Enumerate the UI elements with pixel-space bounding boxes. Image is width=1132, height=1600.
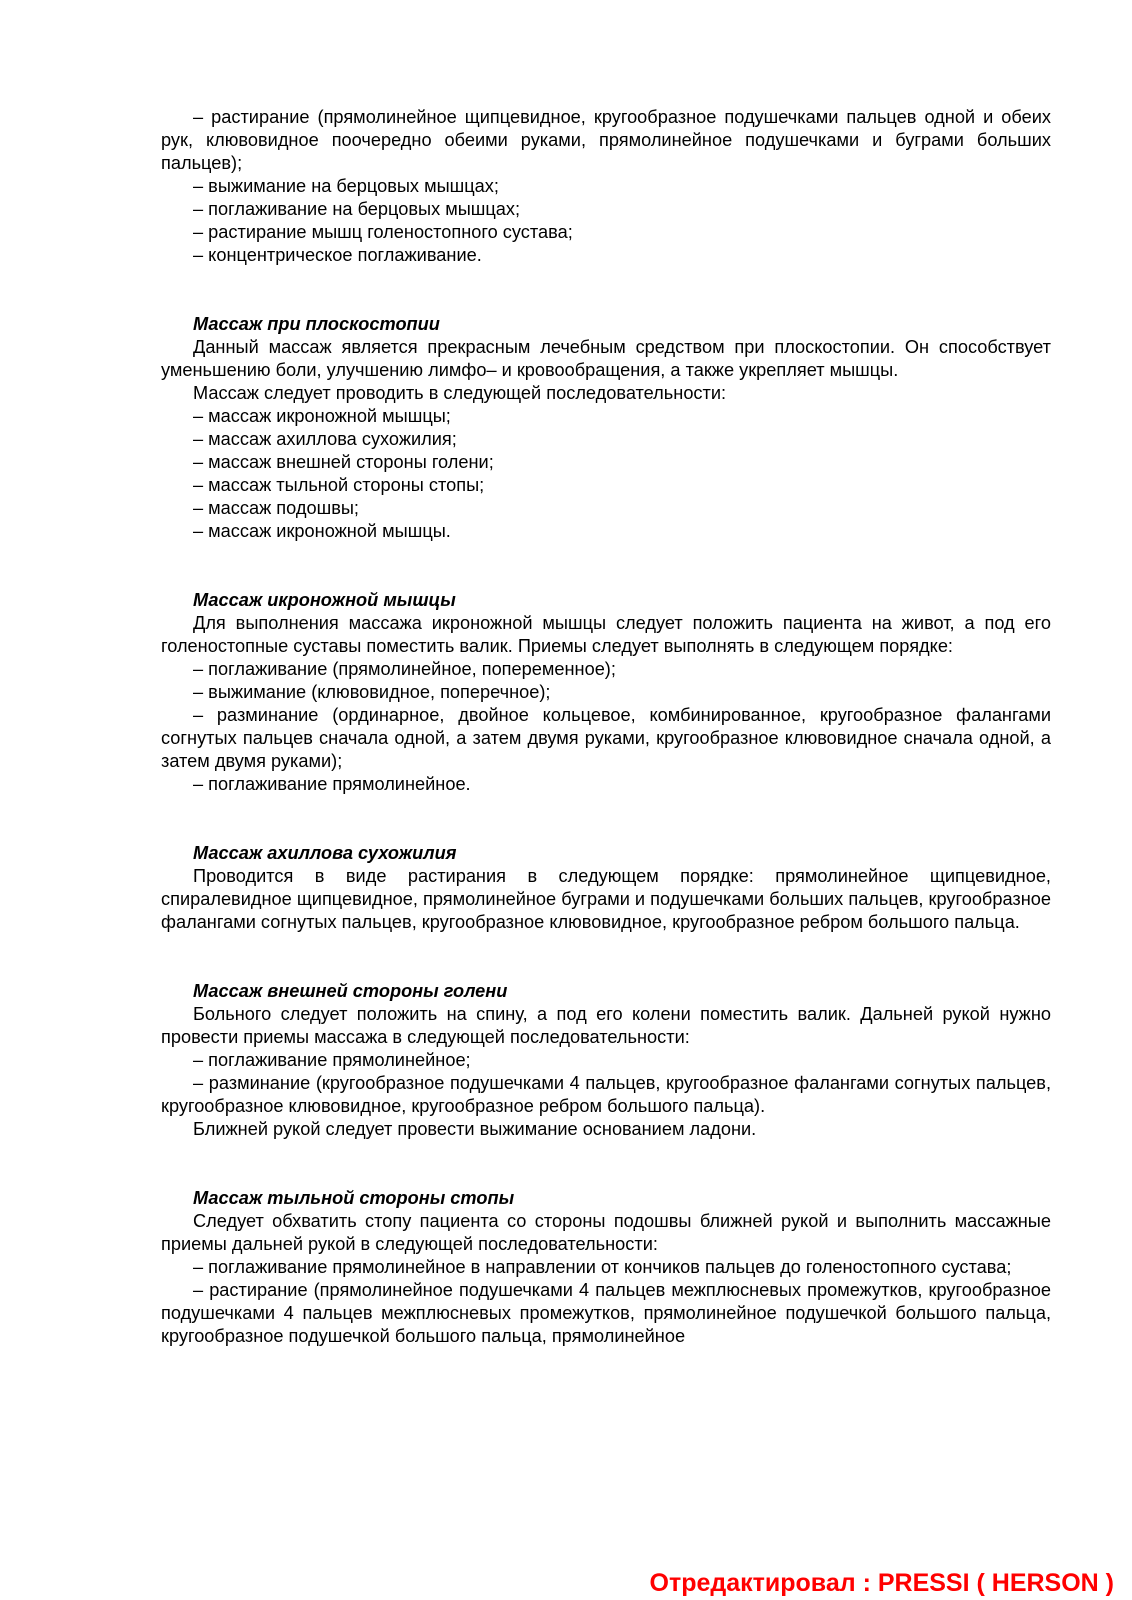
list-item: – поглаживание прямолинейное;	[193, 1050, 471, 1070]
paragraph: Проводится в виде растирания в следующем порядке: прямолинейное щипцевидное, спиралевидное щипцевидное, прямолинейное буграми и подушечками больших пальцев, кругообразное фалангами согнутых пальцев, кругообразное клювовидное, кругообразное ребром большого пальца.	[161, 866, 1051, 932]
list-item: – поглаживание на берцовых мышцах;	[193, 199, 521, 219]
list-item: – разминание (кругообразное подушечками 4 пальцев, кругообразное фалангами согнутых пальцев, кругообразное клювовидное, кругообразное ребром большого пальца).	[161, 1073, 1051, 1116]
section-heading-calf: Массаж икроножной мышцы	[193, 590, 456, 610]
section-heading-foot-back: Массаж тыльной стороны стопы	[193, 1188, 515, 1208]
paragraph: Данный массаж является прекрасным лечебным средством при плоскостопии. Он способствует уменьшению боли, улучшению лимфо– и кровообращения, а также укрепляет мышцы.	[161, 337, 1051, 380]
list-item: – выжимание на берцовых мышцах;	[193, 176, 499, 196]
list-item: – массаж ахиллова сухожилия;	[193, 429, 457, 449]
list-item: – массаж подошвы;	[193, 498, 359, 518]
paragraph: Для выполнения массажа икроножной мышцы следует положить пациента на живот, а под его голеностопные суставы поместить валик. Приемы следует выполнять в следующем порядке:	[161, 613, 1051, 656]
paragraph: Массаж следует проводить в следующей последовательности:	[193, 383, 727, 403]
document-page	[161, 106, 1051, 1348]
paragraph: Больного следует положить на спину, а под его колени поместить валик. Дальней рукой нужно провести приемы массажа в следующей последовательности:	[161, 1004, 1051, 1047]
editor-footer: Отредактировал : PRESSI ( HERSON )	[649, 1569, 1114, 1597]
list-item: – растирание (прямолинейное подушечками 4 пальцев межплюсневых промежутков, кругообразное подушечками 4 пальцев межплюсневых промежутков, прямолинейное подушечкой большого пальца, кругообразное подушечкой большого пальца, прямолинейное	[161, 1280, 1051, 1346]
list-item: – выжимание (клювовидное, поперечное);	[193, 682, 551, 702]
list-item: – поглаживание прямолинейное в направлении от кончиков пальцев до голеностопного сустава;	[193, 1257, 1012, 1277]
section-heading-achilles: Массаж ахиллова сухожилия	[193, 843, 457, 863]
list-item: – растирание мышц голеностопного сустава;	[193, 222, 573, 242]
list-item: – массаж икроножной мышцы.	[193, 521, 451, 541]
list-item: – растирание (прямолинейное щипцевидное, кругообразное подушечками пальцев одной и обеих рук, клювовидное поочередно обеими руками, прямолинейное подушечками и буграми больших пальцев);	[161, 107, 1051, 173]
list-item: – поглаживание (прямолинейное, попеременное);	[193, 659, 616, 679]
paragraph: Ближней рукой следует провести выжимание основанием ладони.	[193, 1119, 757, 1139]
list-item: – концентрическое поглаживание.	[193, 245, 482, 265]
list-item: – поглаживание прямолинейное.	[193, 774, 471, 794]
list-item: – разминание (ординарное, двойное кольцевое, комбинированное, кругообразное фалангами согнутых пальцев сначала одной, а затем двумя руками, кругообразное клювовидное сначала одной, а затем двумя руками);	[161, 705, 1051, 771]
list-item: – массаж внешней стороны голени;	[193, 452, 494, 472]
list-item: – массаж икроножной мышцы;	[193, 406, 451, 426]
paragraph: Следует обхватить стопу пациента со стороны подошвы ближней рукой и выполнить массажные приемы дальней рукой в следующей последовательности:	[161, 1211, 1051, 1254]
section-heading-flatfoot: Массаж при плоскостопии	[193, 314, 440, 334]
section-heading-shin: Массаж внешней стороны голени	[193, 981, 508, 1001]
list-item: – массаж тыльной стороны стопы;	[193, 475, 485, 495]
